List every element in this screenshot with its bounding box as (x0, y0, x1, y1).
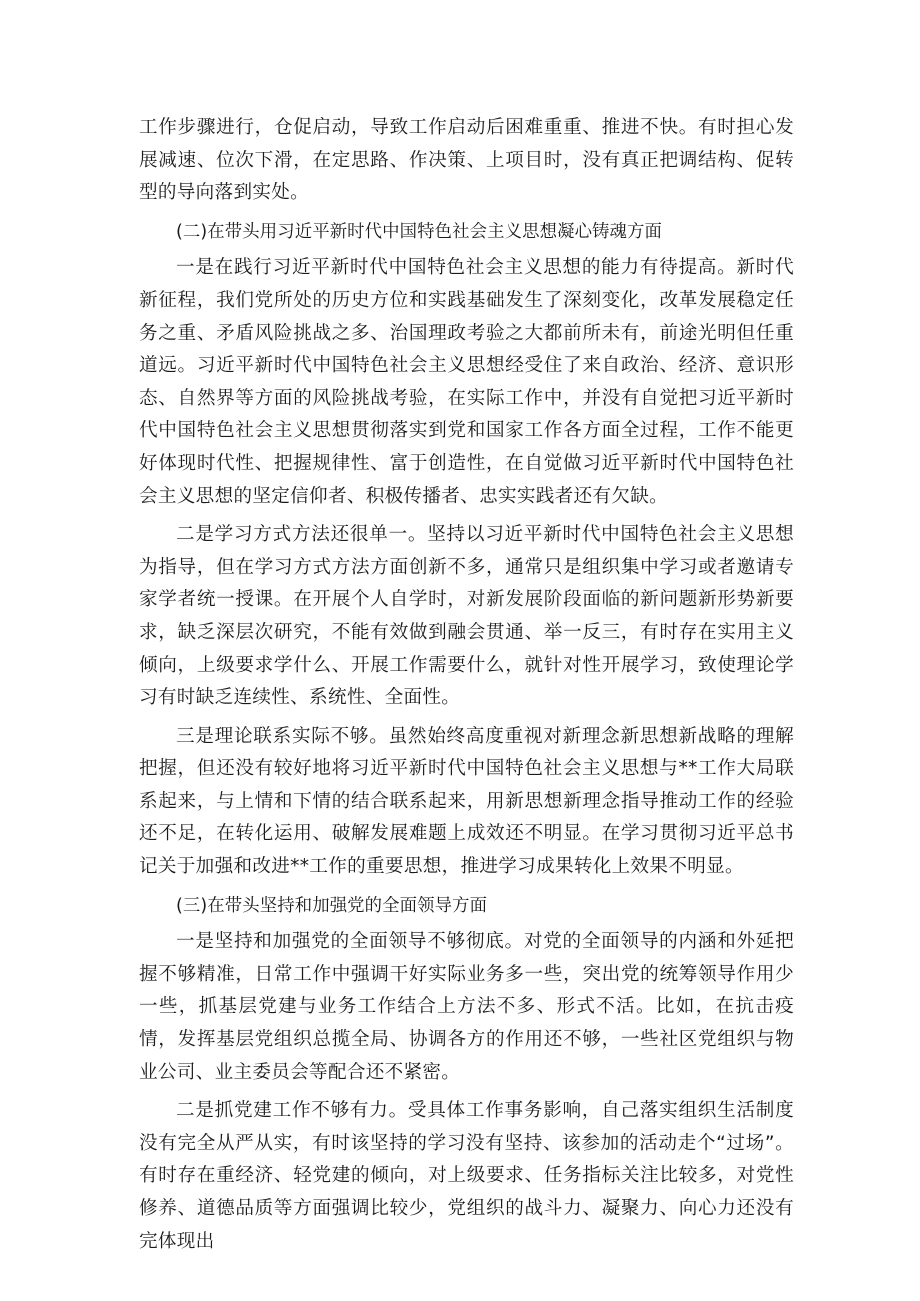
paragraph-continued: 工作步骤进行，仓促启动，导致工作启动后困难重重、推进不快。有时担心发展减速、位次下滑，在定思路、作决策、上项目时，没有真正把调结构、促转型的导向落到实处。 (139, 117, 794, 204)
document-body (139, 112, 794, 1264)
paragraph-party-leadership: 一是坚持和加强党的全面领导不够彻底。对党的全面领导的内涵和外延把握不够精准，日常工作中强调干好实际业务多一些，突出党的统筹领导作用少一些，抓基层党建与业务工作结合上方法不多、形式不活。比如，在抗击疫情，发挥基层党组织总揽全局、协调各方的作用还不够，一些社区党组织与物业公司、业主委员会等配合还不紧密。 (139, 931, 794, 1083)
paragraph-study-methods: 二是学习方式方法还很单一。坚持以习近平新时代中国特色社会主义思想为指导，但在学习方式方法方面创新不多，通常只是组织集中学习或者邀请专家学者统一授课。在开展个人自学时，对新发展阶段面临的新问题新形势新要求，缺乏深层次研究，不能有效做到融会贯通、举一反三，有时存在实用主义倾向，上级要求学什么、开展工作需要什么，就针对性开展学习，致使理论学习有时缺乏连续性、系统性、全面性。 (139, 524, 794, 709)
section-heading-2: (二)在带头用习近平新时代中国特色社会主义思想凝心铸魂方面 (176, 221, 663, 242)
paragraph-practice-ability: 一是在践行习近平新时代中国特色社会主义思想的能力有待提高。新时代新征程，我们党所处的历史方位和实践基础发生了深刻变化，改革发展稳定任务之重、矛盾风险挑战之多、治国理政考验之大都前所未有，前途光明但任重道远。习近平新时代中国特色社会主义思想经受住了来自政治、经济、意识形态、自然界等方面的风险挑战考验，在实际工作中，并没有自觉把习近平新时代中国特色社会主义思想贯彻落实到党和国家工作各方面全过程，工作不能更好体现时代性、把握规律性、富于创造性，在自觉做习近平新时代中国特色社会主义思想的坚定信仰者、积极传播者、忠实实践者还有欠缺。 (139, 257, 794, 507)
paragraph-theory-practice: 三是理论联系实际不够。虽然始终高度重视对新理念新思想新战略的理解把握，但还没有较好地将习近平新时代中国特色社会主义思想与**工作大局联系起来，与上情和下情的结合联系起来，用新思想新理念指导推动工作的经验还不足，在转化运用、破解发展难题上成效还不明显。在学习贯彻习近平总书记关于加强和改进**工作的重要思想，推进学习成果转化上效果不明显。 (139, 725, 794, 878)
section-heading-3: (三)在带头坚持和加强党的全面领导方面 (176, 895, 488, 916)
paragraph-party-building: 二是抓党建工作不够有力。受具体工作事务影响，自己落实组织生活制度没有完全从严从实，有时该坚持的学习没有坚持、该参加的活动走个“过场”。有时存在重经济、轻党建的倾向，对上级要求、任务指标关注比较多，对党性修养、道德品质等方面强调比较少，党组织的战斗力、凝聚力、向心力还没有完体现出 (139, 1100, 794, 1252)
